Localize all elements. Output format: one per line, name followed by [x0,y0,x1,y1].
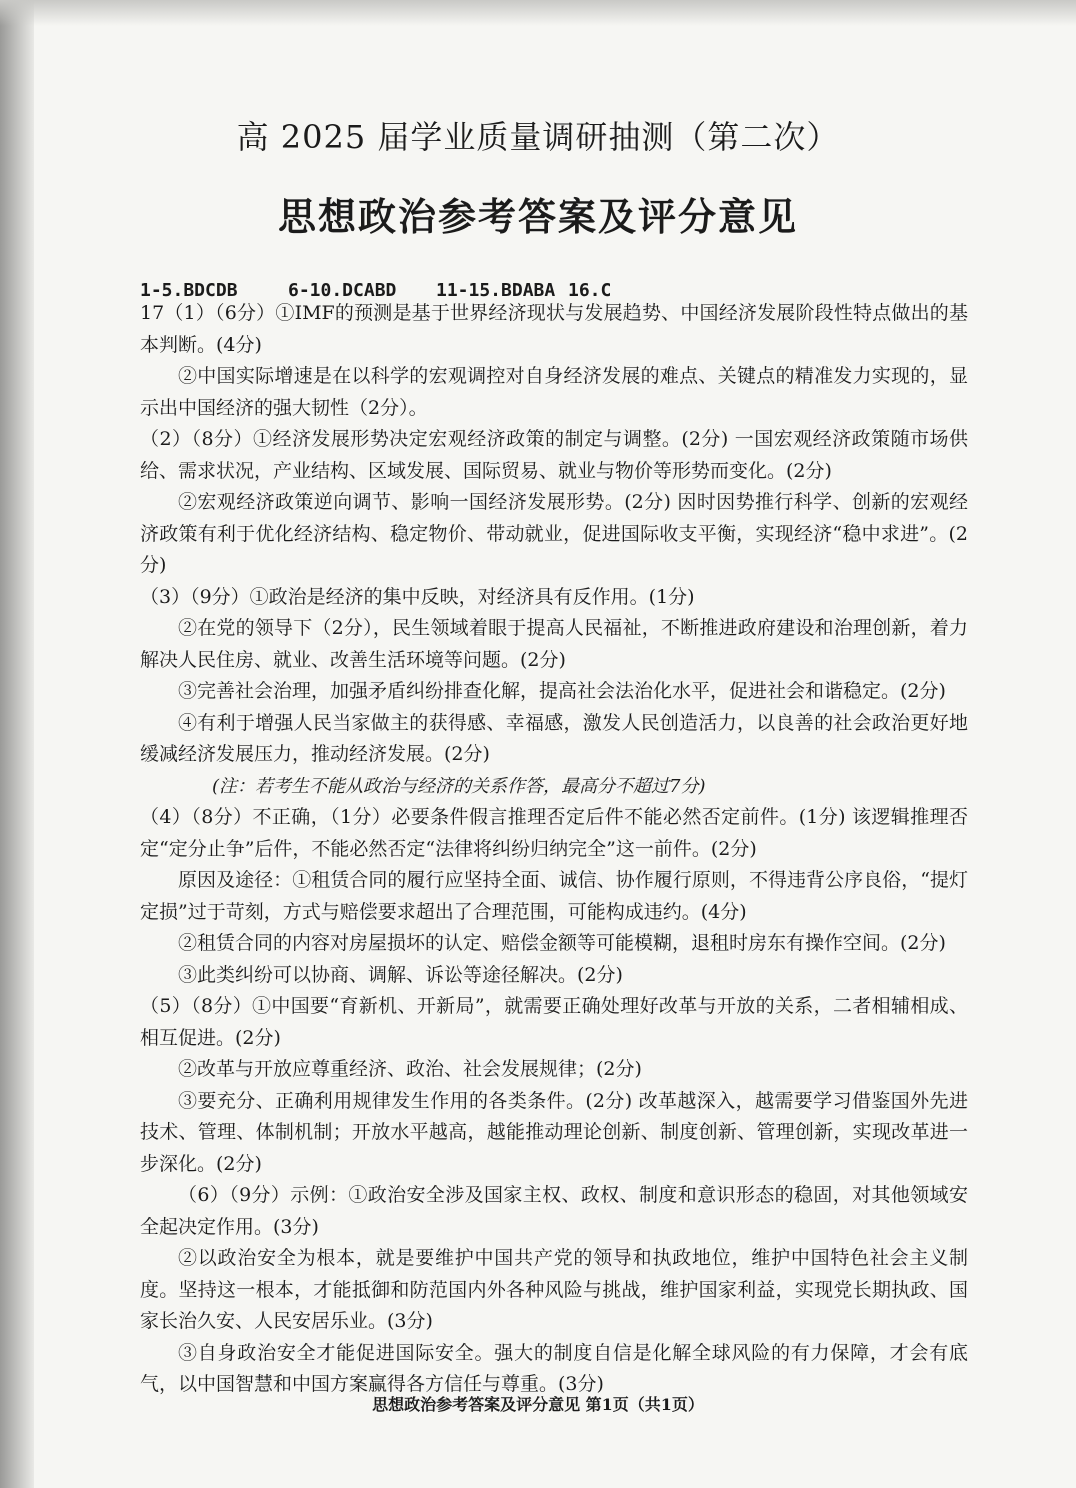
answer-paragraph: （4）（8分）不正确，（1分）必要条件假言推理否定后件不能必然否定前件。(1分) 该逻辑推理否定“定分止争”后件，不能必然否定“法律将纠纷归纳完全”这一前件。(2分) [140,806,968,860]
answer-paragraph: ④有利于增强人民当家做主的获得感、幸福感，激发人民创造活力，以良善的社会政治更好地缓减经济发展压力，推动经济发展。(2分) [140,711,968,765]
answer-paragraph: ②改革与开放应尊重经济、政治、社会发展规律；(2分) [178,1058,642,1080]
answer-paragraph: ③此类纠纷可以协商、调解、诉讼等途径解决。(2分) [178,963,623,986]
answer-paragraph: ③要充分、正确利用规律发生作用的各类条件。(2分) 改革越深入，越需要学习借鉴国外先进技术、管理、体制机制；开放水平越高，越能推动理论创新、制度创新、管理创新，实现改革进一步深化。(2分) [140,1089,968,1175]
answer-group: 1-5.BDCDB [140,280,238,301]
answer-paragraph: ③完善社会治理，加强矛盾纠纷排查化解，提高社会法治化水平，促进社会和谐稳定。(2分) [178,680,946,702]
answer-body [140,298,968,1401]
answer-paragraph: ②在党的领导下（2分），民生领域着眼于提高人民福祉，不断推进政府建设和治理创新，着力解决人民住房、就业、改善生活环境等问题。(2分) [140,617,968,671]
document-title: 思想政治参考答案及评分意见 [277,195,798,239]
answer-paragraph: ②租赁合同的内容对房屋损坏的认定、赔偿金额等可能模糊，退租时房东有操作空间。(2分) [178,932,946,954]
answer-paragraph: ②中国实际增速是在以科学的宏观调控对自身经济发展的难点、关键点的精准发力实现的，显示出中国经济的强大韧性（2分）。 [140,365,968,419]
answer-paragraph: ③自身政治安全才能促进国际安全。强大的制度自信是化解全球风险的有力保障，才会有底气，以中国智慧和中国方案赢得各方信任与尊重。(3分) [140,1341,968,1395]
answer-group: 16.C [568,280,612,301]
answer-group: 11-15.BDABA [436,280,556,301]
answer-paragraph: 17（1）（6分）①IMF的预测是基于世界经济现状与发展趋势、中国经济发展阶段性特点做出的基本判断。(4分) [140,302,968,356]
answer-paragraph: (注：若考生不能从政治与经济的关系作答，最高分不超过7分) [212,775,706,797]
answer-paragraph: （2）（8分）①经济发展形势决定宏观经济政策的制定与调整。(2分) 一国宏观经济政策随市场供给、需求状况，产业结构、区域发展、国际贸易、就业与物价等形势而变化。(2分) [140,428,968,482]
answer-paragraph: ②宏观经济政策逆向调节、影响一国经济发展形势。(2分) 因时因势推行科学、创新的宏观经济政策有利于优化经济结构、稳定物价、带动就业，促进国际收支平衡，实现经济“稳中求进”。(2分) [140,491,968,576]
scan-top-shadow [0,0,1076,26]
answer-paragraph: （3）（9分）①政治是经济的集中反映，对经济具有反作用。(1分) [140,585,695,608]
page-footer: 思想政治参考答案及评分意见 第1页（共1页） [372,1395,704,1414]
answer-paragraph: ②以政治安全为根本，就是要维护中国共产党的领导和执政地位，维护中国特色社会主义制度。坚持这一根本，才能抵御和防范国内外各种风险与挑战，维护国家利益，实现党长期执政、国家长治久安、人民安居乐业。(3分) [140,1247,968,1332]
answer-paragraph: 原因及途径：①租赁合同的履行应坚持全面、诚信、协作履行原则，不得违背公序良俗，“提灯定损”过于苛刻，方式与赔偿要求超出了合理范围，可能构成违约。(4分) [140,869,968,923]
answer-group: 6-10.DCABD [288,280,397,301]
answer-paragraph: （5）（8分）①中国要“育新机、开新局”，就需要正确处理好改革与开放的关系，二者相辅相成、相互促进。(2分) [140,995,968,1049]
answer-paragraph: （6）（9分）示例：①政治安全涉及国家主权、政权、制度和意识形态的稳固，对其他领域安全起决定作用。(3分) [140,1184,968,1238]
exam-title: 高 2025 届学业质量调研抽测（第二次） [236,118,840,156]
